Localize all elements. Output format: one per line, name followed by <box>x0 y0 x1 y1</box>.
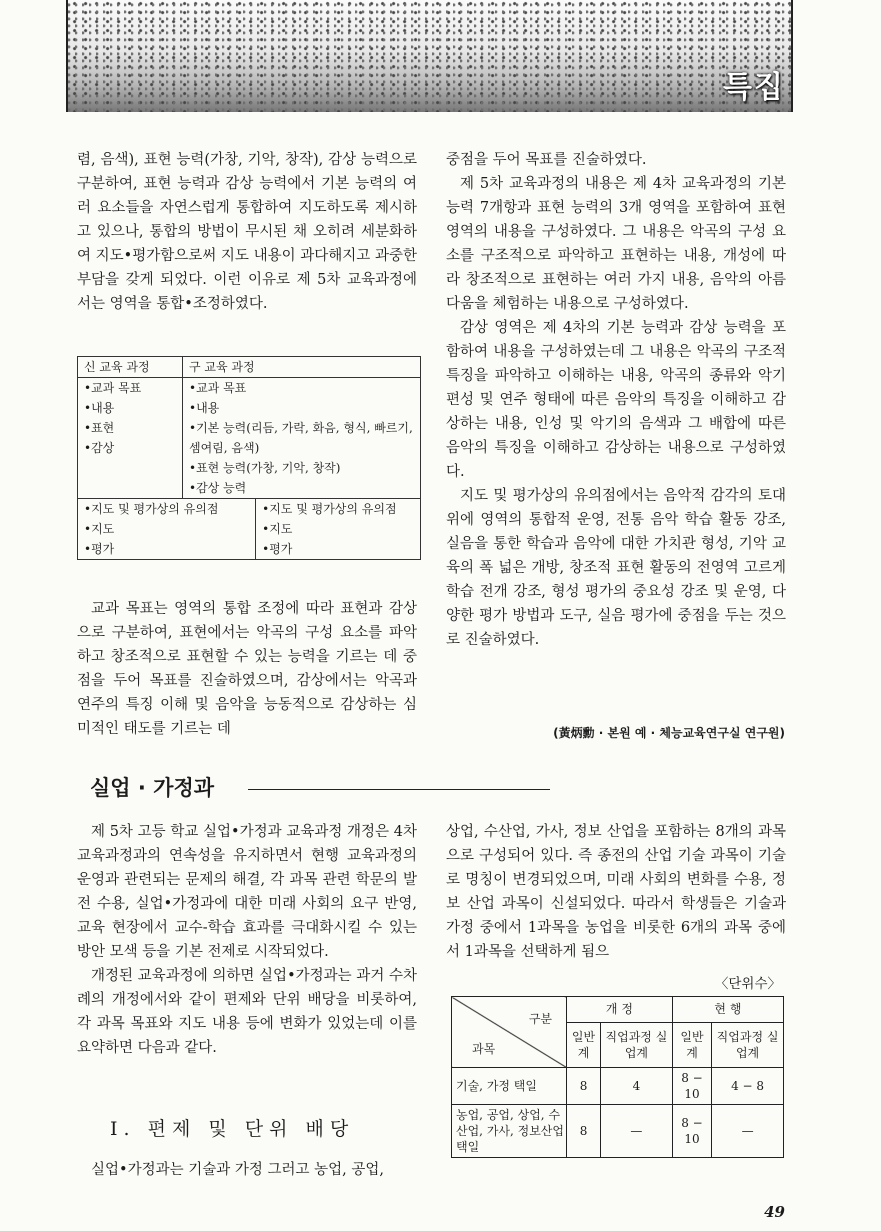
cell: 8 − 10 <box>672 1068 711 1105</box>
paragraph: 교과 목표는 영역의 통합 조정에 따라 표현과 감상으로 구분하여, 표현에서는 악곡의 구성 요소를 파악하고 창조적으로 표현할 수 있는 능력을 기르는 데 중점을 두어 목표를 진술하였으며, 감상에서는 악곡과 연주의 특징 이해 및 음악을 능동적으로 감상하는 심미적인 태도를 기르는 데 <box>77 601 417 737</box>
new-items <box>78 378 183 499</box>
paragraph: 렴, 음색), 표현 능력(가창, 기악, 창작), 감상 능력으로 구분하여, 표현 능력과 감상 능력에서 기본 능력의 여러 요소들을 자연스럽게 통합하여 지도하도록 제시하고 있으나, 통합의 방법이 무시된 채 오히려 세분화하여 지도•평가함으로써 지도 내용이 과다해지고 과중한 부담을 갖게 되었다. 이런 이유로 제 5차 교육과정에서는 영역을 통합•조정하였다. <box>77 152 417 312</box>
list-item: •평가 <box>262 542 293 556</box>
list-item: •지도 <box>262 522 293 536</box>
left-column-middle <box>77 597 417 741</box>
list-item: •표현 <box>84 421 115 435</box>
paragraph: 중점을 두어 목표를 진술하였다. <box>446 152 647 168</box>
header-category: 구분 <box>528 1012 552 1026</box>
row-subject: 기술, 가정 택일 <box>452 1068 567 1105</box>
list-item: •평가 <box>84 542 115 556</box>
old-items <box>183 378 421 499</box>
sub-header-general: 일반계 <box>672 1022 711 1067</box>
section-title: 실업 · 가정과 <box>90 776 215 800</box>
new-bottom <box>78 499 256 560</box>
cell: 4 <box>601 1068 673 1105</box>
sub-header-vocational: 직업과정 실업계 <box>601 1022 673 1067</box>
list-item: •교과 목표 <box>84 381 142 395</box>
list-item: •지도 및 평가상의 유의점 <box>262 502 397 516</box>
header-banner <box>66 0 793 112</box>
header-revised: 개 정 <box>567 997 673 1023</box>
paragraph: 제 5차 고등 학교 실업•가정과 교육과정 개정은 4차 교육과정과의 연속성을 유지하면서 현행 교육과정의 운영과 관련되는 문제의 해결, 각 과목 관련 학문의 발전 수용, 실업•가정과에 대한 미래 사회의 요구 반영, 교육 현장에서 교수-학습 효과를 극대화시킬 수 있는 방안 모색 등을 기본 전제로 시작되었다. <box>77 824 417 960</box>
row-subject: 농업, 공업, 상업, 수산업, 가사, 정보산업 택일 <box>452 1105 567 1158</box>
list-item: •지도 <box>84 522 115 536</box>
header-current: 현 행 <box>672 997 783 1023</box>
sub-header-vocational: 직업과정 실업계 <box>712 1022 784 1067</box>
list-item: •내용 <box>189 401 220 415</box>
table-row <box>452 1068 784 1105</box>
section-divider <box>248 789 550 790</box>
sub-header-general: 일반계 <box>567 1022 601 1067</box>
list-item: •기본 능력(리듬, 가락, 화음, 형식, 빠르기, 셈여림, 음색) <box>189 421 413 455</box>
curriculum-comparison-table <box>77 356 421 560</box>
right-column-bottom <box>446 820 786 964</box>
header-subject: 과목 <box>472 1042 496 1056</box>
old-bottom <box>256 499 421 560</box>
section-label: 특집 <box>723 70 785 105</box>
paragraph: 지도 및 평가상의 유의점에서는 음악적 감각의 토대 위에 영역의 통합적 운영, 전통 음악 학습 활동 강조, 실음을 통한 학습과 음악에 대한 가치관 형성, 기악 교육의 폭 넓은 개방, 창조적 표현 활동의 전영역 고르게 학습 전개 강조, 형성 평가의 중요성 강조 및 운영, 다양한 평가 방법과 도구, 실음 평가에 중점을 두는 것으로 진술하였다. <box>446 488 786 648</box>
left-column-last <box>77 1158 417 1182</box>
list-item: •감상 능력 <box>189 481 247 495</box>
diagonal-header-cell <box>452 997 567 1068</box>
page-number: 49 <box>764 1203 785 1221</box>
unit-allocation-table <box>451 996 784 1158</box>
units-caption: 〈단위수〉 <box>714 976 781 992</box>
list-item: •내용 <box>84 401 115 415</box>
paragraph: 개정된 교육과정에 의하면 실업•가정과는 과거 수차례의 개정에서와 같이 편제와 단위 배당을 비롯하여, 각 과목 목표와 지도 내용 등에 변화가 있었는데 이를 요약하면 다음과 같다. <box>77 968 417 1056</box>
header-new: 신 교육 과정 <box>78 357 183 378</box>
cell: 8 <box>567 1068 601 1105</box>
list-item: •감상 <box>84 441 115 455</box>
paragraph: 실업•가정과는 기술과 가정 그러고 농업, 공업, <box>91 1162 384 1178</box>
subsection-title: Ⅰ. 편제 및 단위 배당 <box>110 1118 355 1140</box>
list-item: •표현 능력(가창, 기악, 창작) <box>189 461 341 475</box>
list-item: •지도 및 평가상의 유의점 <box>84 502 219 516</box>
paragraph: 제 5차 교육과정의 내용은 제 4차 교육과정의 기본 능력 7개항과 표현 능력의 3개 영역을 포함하여 표현 영역의 내용을 구성하였다. 그 내용은 악곡의 구성 요소를 구조적으로 파악하고 표현하는 내용, 개성에 따라 창조적으로 표현하는 여러 가지 내용, 음악의 아름다움을 체험하는 내용으로 구성하였다. <box>446 176 786 312</box>
cell: 4 − 8 <box>712 1068 784 1105</box>
table-row <box>452 1105 784 1158</box>
cell: — <box>712 1105 784 1158</box>
cell: 8 <box>567 1105 601 1158</box>
left-column-top <box>77 148 417 316</box>
right-column-top <box>446 148 786 652</box>
paragraph: 감상 영역은 제 4차의 기본 능력과 감상 능력을 포함하여 내용을 구성하였는데 그 내용은 악곡의 구조적 특징을 파악하고 이해하는 내용, 악곡의 종류와 악기 편성 및 연주 형태에 따른 음악의 특징을 이해하고 감상하는 내용, 인성 및 악기의 음색과 그 배합에 따른 음악의 특징을 이해하고 감상하는 내용으로 구성하였다. <box>446 320 786 480</box>
left-column-bottom <box>77 820 417 1060</box>
author-credit: (黃炳勳 · 본원 예 · 체능교육연구실 연구원) <box>553 726 785 740</box>
list-item: •교과 목표 <box>189 381 247 395</box>
paragraph: 상업, 수산업, 가사, 정보 산업을 포함하는 8개의 과목으로 구성되어 있다. 즉 종전의 산업 기술 과목이 기술로 명칭이 변경되었으며, 미래 사회의 변화를 수용, 정보 산업 과목이 신설되었다. 따라서 학생들은 기술과 가정 중에서 1과목을 농업을 비롯한 6개의 과목 중에서 1과목을 선택하게 됨으 <box>446 824 786 960</box>
cell: — <box>601 1105 673 1158</box>
header-old: 구 교육 과정 <box>183 357 421 378</box>
cell: 8 − 10 <box>672 1105 711 1158</box>
